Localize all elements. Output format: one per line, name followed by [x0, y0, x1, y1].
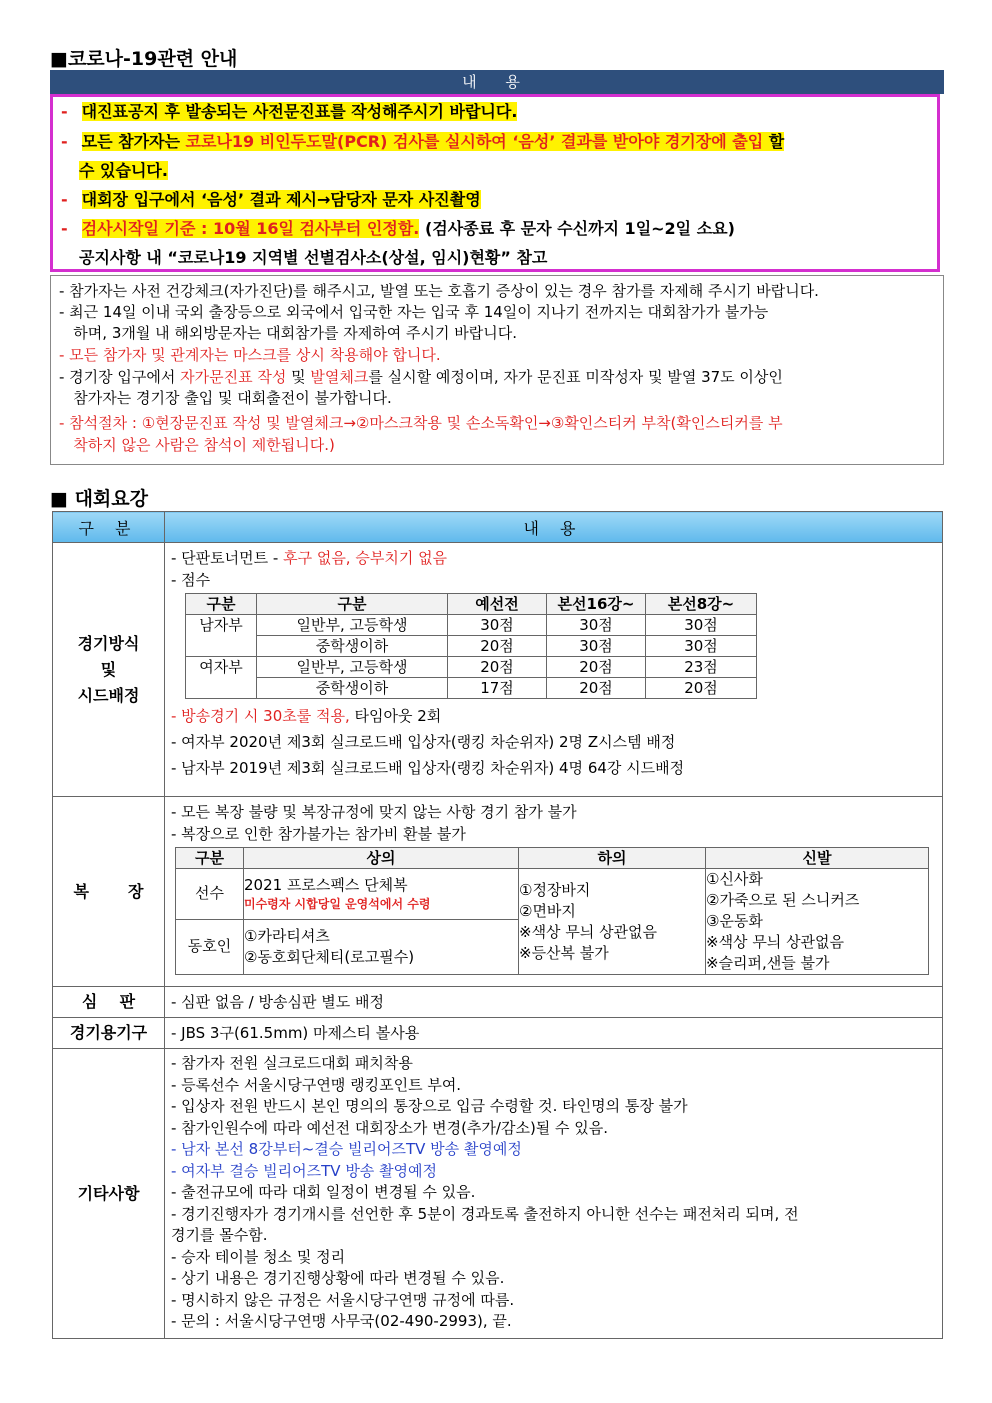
- etc-line: - 상기 내용은 경기진행상황에 따라 변경될 수 있음.: [171, 1269, 505, 1287]
- etc-line: - 참가자 전원 실크로드대회 패치착용: [171, 1054, 413, 1072]
- etc-line: - 출전규모에 따라 대회 일정이 변경될 수 있음.: [171, 1183, 476, 1201]
- referee-text: - 심판 없음 / 방송심판 별도 배정: [171, 993, 384, 1011]
- outline-header-col1: 구 분: [53, 512, 165, 543]
- etc-line: - 승자 테이블 청소 및 정리: [171, 1247, 346, 1266]
- game-method-label: 경기방식 및 시드배정: [53, 543, 165, 797]
- etc-line: - 명시하지 않은 규정은 서울시당구연맹 규정에 따름.: [171, 1290, 515, 1309]
- referee-label: 심 판: [53, 987, 165, 1018]
- score-table: 구분 구분 예선전 본선16강~ 본선8강~ 남자부 일반부, 고등학생 30점 30점 30점 중학생이하 20점 30점 30점 여자부 일반부, 고등학생 20점 20점 23점 중학생이하 17점 20점 20점: [185, 593, 757, 699]
- note-4: - 모든 참가자 및 관계자는 마스크를 상시 착용해야 합니다.: [59, 346, 441, 364]
- note-1: - 참가자는 사전 건강체크(자가진단)를 해주시고, 발열 또는 호흡기 증상이 있는 경우 참가를 자제해 주시기 바랍니다.: [59, 282, 819, 300]
- etc-label: 기타사항: [53, 1049, 165, 1339]
- dress-line-1: - 모든 복장 불량 및 복장규정에 맞지 않는 사항 경기 참가 불가: [171, 803, 577, 821]
- covid-highlight-box: [50, 94, 940, 272]
- covid-table-header: 내 용: [50, 70, 944, 94]
- game-line-5: - 남자부 2019년 제3회 실크로드배 입상자(랭킹 차순위자) 4명 64강 시드배정: [171, 759, 685, 777]
- covid-line-4: - 대회장 입구에서 ‘음성’ 결과 제시→담당자 문자 사진촬영: [61, 190, 481, 209]
- covid-notes-box: [50, 275, 944, 465]
- game-method-content: [165, 543, 943, 797]
- note-8: 착하지 않은 사람은 참석이 제한됩니다.): [59, 436, 335, 454]
- note-2: - 최근 14일 이내 국외 출장등으로 외국에서 입국한 자는 입국 후 14일이 지나기 전까지는 대회참가가 불가능: [59, 303, 769, 321]
- game-line-4: - 여자부 2020년 제3회 실크로드배 입상자(랭킹 차순위자) 2명 Z시스템 배정: [171, 733, 676, 751]
- covid-line-6: 공지사항 내 “코로나19 지역별 선별검사소(상설, 임시)현황” 참고: [79, 248, 548, 267]
- etc-line: - 입상자 전원 반드시 본인 명의의 통장으로 입금 수령할 것. 타인명의 통장 불가: [171, 1097, 688, 1115]
- note-6: 참가자는 경기장 출입 및 대회출전이 불가합니다.: [59, 389, 392, 407]
- covid-line-1: - 대진표공지 후 발송되는 사전문진표를 작성해주시기 바랍니다.: [61, 102, 518, 121]
- equipment-label: 경기용기구: [53, 1018, 165, 1049]
- etc-line: - 남자 본선 8강부터~결승 빌리어즈TV 방송 촬영예정: [171, 1140, 522, 1158]
- game-line-2: - 점수: [171, 571, 211, 589]
- etc-line: - 경기진행자가 경기개시를 선언한 후 5분이 경과토록 출전하지 아니한 선수는 패전처리 되며, 전: [171, 1204, 799, 1223]
- equipment-text: - JBS 3구(61.5mm) 마제스티 볼사용: [171, 1024, 420, 1042]
- etc-line: - 문의 : 서울시당구연맹 사무국(02-490-2993), 끝.: [171, 1312, 512, 1330]
- dress-label: 복 장: [53, 797, 165, 987]
- etc-line: - 여자부 결승 빌리어즈TV 방송 촬영예정: [171, 1161, 438, 1180]
- outline-table: [52, 511, 943, 1339]
- etc-line: 경기를 몰수함.: [171, 1226, 268, 1244]
- note-5: - 경기장 입구에서 자가문진표 작성 및 발열체크를 실시할 예정이며, 자가 문진표 미작성자 및 발열 37도 이상인: [59, 368, 783, 386]
- covid-line-3: 수 있습니다.: [79, 161, 168, 180]
- covid-line-2: - 모든 참가자는 코로나19 비인두도말(PCR) 검사를 실시하여 ‘음성’ 결과를 받아야 경기장에 출입 할: [61, 132, 785, 151]
- outline-header-col2: 내 용: [165, 512, 943, 543]
- dress-line-2: - 복장으로 인한 참가불가는 참가비 환불 불가: [171, 825, 466, 843]
- etc-content: [165, 1049, 943, 1339]
- game-line-1: - 단판토너먼트 - 후구 없음, 승부치기 없음: [171, 549, 448, 567]
- note-7: - 참석절차 : ①현장문진표 작성 및 발열체크→②마스크착용 및 손소독확인→③확인스티커 부착(확인스티커를 부: [59, 414, 783, 432]
- note-3: 하며, 3개월 내 해외방문자는 대회참가를 자제하여 주시기 바랍니다.: [59, 324, 517, 342]
- game-line-3: - 방송경기 시 30초룰 적용, 타임아웃 2회: [171, 707, 442, 725]
- etc-line: - 참가인원수에 따라 예선전 대회장소가 변경(추가/감소)될 수 있음.: [171, 1118, 609, 1137]
- covid-line-5: - 검사시작일 기준 : 10월 16일 검사부터 인정함. (검사종료 후 문자 수신까지 1일~2일 소요): [61, 219, 735, 238]
- etc-line: - 등록선수 서울시당구연맹 랭킹포인트 부여.: [171, 1075, 462, 1094]
- dress-table: 구분 상의 하의 신발 선수 2021 프로스펙스 단체복 미수령자 시합당일 운영석에서 수령 ①정장바지 ②면바지 ※색상 무늬 상관없음 ※등산복 불가 ①신사화 ②가죽으로 된 스니커즈 ③운동화 ※색상 무늬 상관없음 ※슬리퍼,샌들 불가 동호인 ①카라티셔츠 ②동호회단체티(로고필수): [175, 847, 929, 975]
- dress-content: [165, 797, 943, 987]
- outline-section-title: ■ 대회요강: [50, 488, 148, 510]
- covid-section-title: ■코로나-19관련 안내: [50, 48, 238, 70]
